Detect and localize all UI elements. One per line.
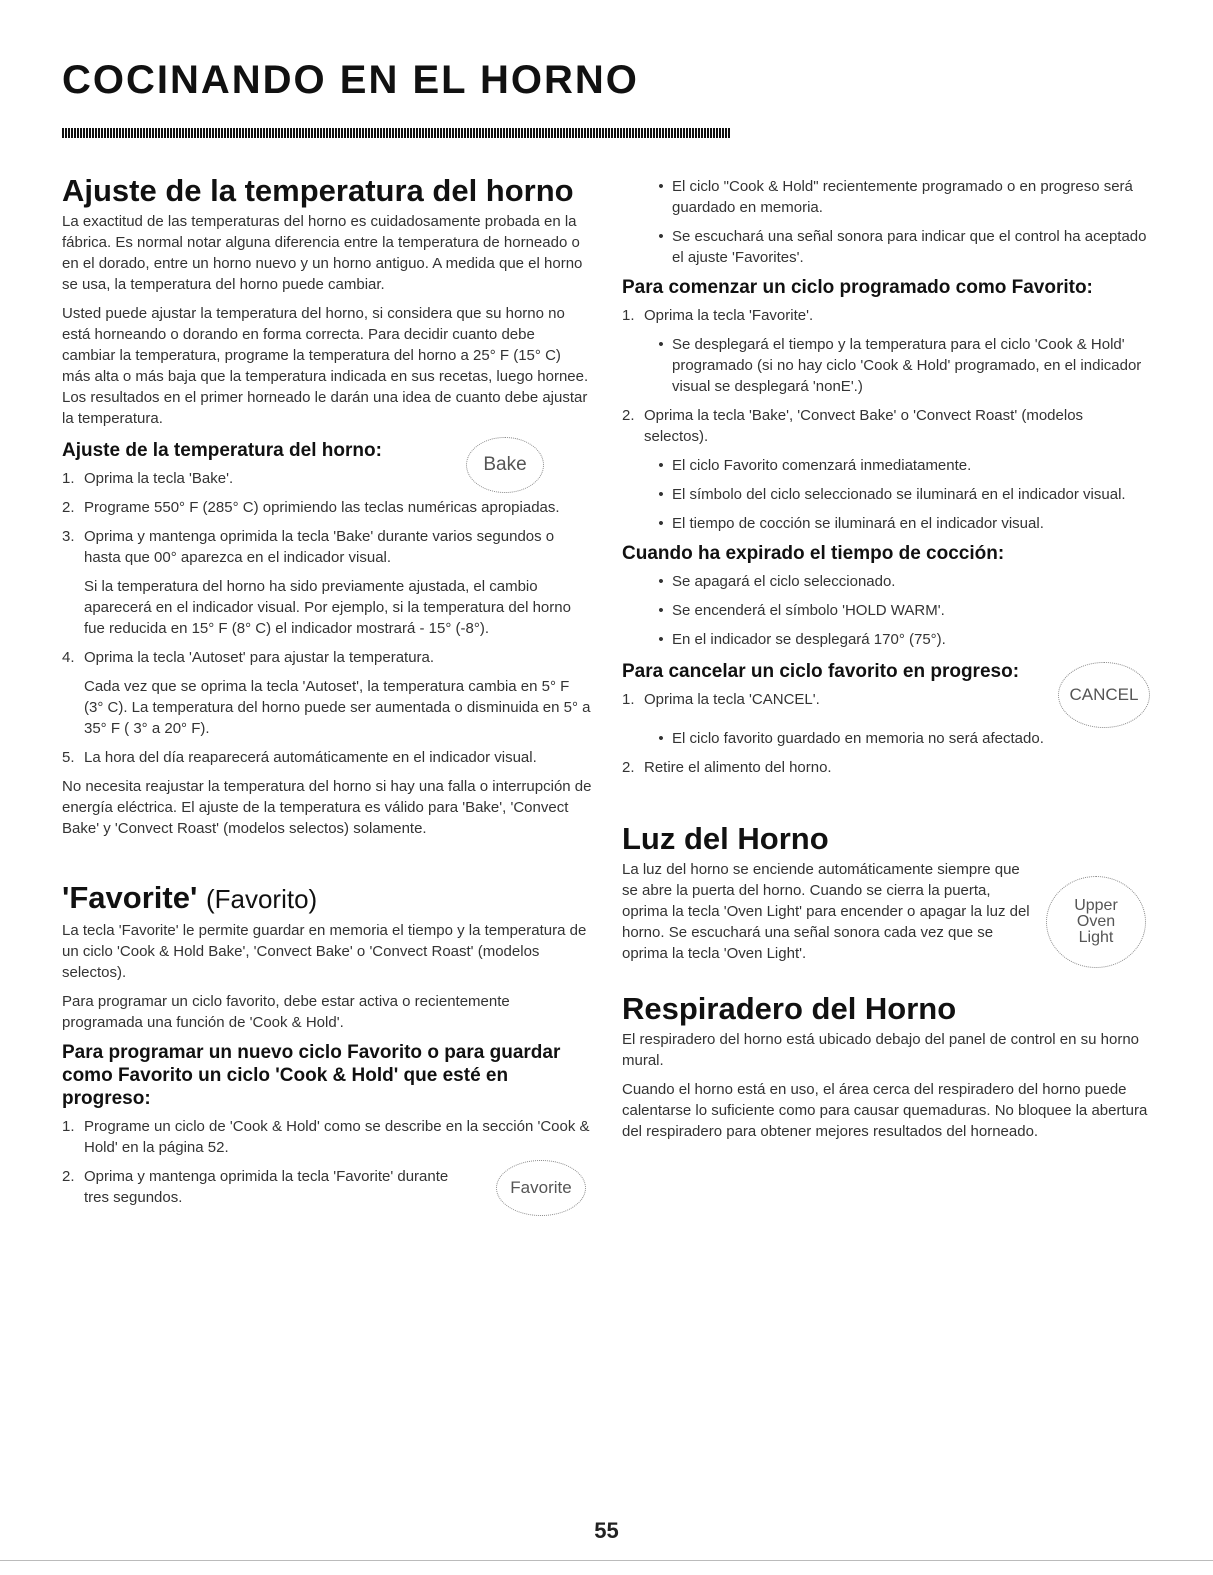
favorite-requirement: Para programar un ciclo favorito, debe estar activa o recientemente programada una función de 'Cook & Hold'.	[62, 993, 510, 1031]
step-text: Oprima la tecla 'Bake', 'Convect Bake' o 'Convect Roast' (modelos selectos).	[644, 407, 1084, 445]
adjust-step-1	[62, 468, 382, 489]
cancel-step-1	[622, 689, 1058, 710]
left-column	[62, 174, 592, 1216]
step-text: Oprima la tecla 'Bake'.	[84, 470, 234, 487]
key-line-oven: Oven	[1076, 913, 1116, 930]
bullet-text: Se encenderá el símbolo 'HOLD WARM'.	[672, 602, 945, 619]
step-number: 4.	[62, 649, 75, 666]
step-number: 1.	[622, 307, 635, 324]
cancel-favorite-subheading: Para cancelar un ciclo favorito en progreso:	[622, 661, 1020, 682]
adjust-step-3	[62, 526, 592, 568]
favorite-heading	[62, 881, 592, 916]
bullet-text: El ciclo "Cook & Hold" recientemente programado o en progreso será guardado en memoria.	[672, 178, 1133, 216]
favorite-key-icon	[496, 1160, 586, 1216]
start-step-1-bullet	[650, 334, 1150, 397]
expired-bullet	[650, 629, 1150, 650]
oven-temperature-intro: La exactitud de las temperaturas del horno es cuidadosamente probada en la fábrica. Es normal notar alguna diferencia entre la temperatura de horneado o en el dorado, entre un horno nuevo y un horno antiguo. A medida que el horno se usa, la temperatura del horno puede cambiar.	[62, 213, 583, 293]
start-step-2-bullet	[650, 513, 1150, 534]
key-line-light: Light	[1078, 929, 1114, 946]
bullet-text: El ciclo Favorito comenzará inmediatamente.	[672, 457, 972, 474]
bullet-dot: •	[658, 573, 664, 590]
favorite-program-subheading: Para programar un nuevo ciclo Favorito o para guardar como Favorito un ciclo 'Cook & Hold' que esté en progreso:	[62, 1042, 561, 1109]
step-text: Programe un ciclo de 'Cook & Hold' como se describe en la sección 'Cook & Hold' en la página 52.	[84, 1118, 590, 1156]
title-rule	[62, 128, 730, 138]
oven-light-key-icon	[1046, 876, 1146, 968]
step-number: 2.	[622, 759, 635, 776]
step-text: Oprima la tecla 'Autoset' para ajustar la temperatura.	[84, 649, 435, 666]
oven-light-heading: Luz del Horno	[622, 821, 829, 856]
start-step-2-bullet	[650, 455, 1150, 476]
step-number: 2.	[622, 407, 635, 424]
oven-light-text: La luz del horno se enciende automáticamente siempre que se abre la puerta del horno. Cuando se cierra la puerta, oprima la tecla 'Oven Light' para encender o apagar la luz del horno. Se escuchará una señal sonora cada vez que se oprima la tecla 'Oven Light'.	[622, 861, 1030, 962]
bullet-dot: •	[658, 602, 664, 619]
favorite-step-1	[62, 1116, 592, 1158]
favorite-continued	[622, 176, 1150, 778]
bullet-dot: •	[658, 336, 664, 353]
step-3-note: Si la temperatura del horno ha sido previamente ajustada, el cambio aparecerá en el indicador visual. Por ejemplo, si la temperatura del horno fue reducida en 15° F (8° C) el indicador mostrará - 15° (-8°).	[84, 578, 571, 637]
favorite-step-2	[62, 1166, 462, 1208]
key-line-upper: Upper	[1074, 897, 1118, 914]
start-step-2-bullet	[650, 484, 1150, 505]
expired-bullet	[650, 600, 1150, 621]
oven-temperature-heading: Ajuste de la temperatura del horno	[62, 173, 574, 208]
favorite-intro: La tecla 'Favorite' le permite guardar en memoria el tiempo y la temperatura de un ciclo 'Cook & Hold Bake', 'Convect Bake' o 'Convect Roast' (modelos selectos).	[62, 922, 587, 981]
step-number: 2.	[62, 499, 75, 516]
page-title: COCINANDO EN EL HORNO	[62, 58, 639, 102]
step-4-note: Cada vez que se oprima la tecla 'Autoset', la temperatura cambia en 5° F (3° C). La temperatura del horno puede ser aumentada o disminuida en 5° a 35° F ( 3° a 20° F).	[84, 678, 591, 737]
cancel-step-1-bullet	[650, 728, 1150, 749]
bake-key-icon	[466, 437, 544, 493]
start-step-2	[622, 405, 1150, 447]
adjust-step-2	[62, 497, 592, 518]
bullet-dot: •	[658, 178, 664, 195]
favorite-bullet	[650, 176, 1150, 218]
adjust-step-4	[62, 647, 592, 668]
cancel-key-icon	[1058, 662, 1150, 728]
favorite-key-label: Favorite	[510, 1178, 572, 1197]
adjust-temperature-subheading: Ajuste de la temperatura del horno:	[62, 440, 382, 461]
step-number: 3.	[62, 528, 75, 545]
bake-key-label: Bake	[483, 454, 527, 475]
step-number: 1.	[622, 691, 635, 708]
oven-light-row	[622, 859, 1150, 972]
expired-bullet	[650, 571, 1150, 592]
cancel-row	[622, 658, 1150, 728]
favorite-heading-main: 'Favorite'	[62, 880, 198, 915]
bullet-dot: •	[658, 228, 664, 245]
step-number: 5.	[62, 749, 75, 766]
start-step-1	[622, 305, 1150, 326]
bullet-dot: •	[658, 515, 664, 532]
cancel-step-2	[622, 757, 1150, 778]
oven-temperature-adjust-text: Usted puede ajustar la temperatura del horno, si considera que su horno no está horneando o dorando en forma correcta. Para decidir cuanto debe cambiar la temperatura, programe la temperatura del horno a 25° F (15° C) más alta o más baja que la temperatura indicada en sus recetas, luego hornee. Los resultados en el primer horneado le darán una idea de cuanto debe ajustar la temperatura.	[62, 305, 589, 427]
bullet-text: El ciclo favorito guardado en memoria no será afectado.	[672, 730, 1044, 747]
oven-temperature-section	[62, 174, 592, 839]
step-text: La hora del día reaparecerá automáticamente en el indicador visual.	[84, 749, 537, 766]
bullet-dot: •	[658, 631, 664, 648]
bullet-dot: •	[658, 730, 664, 747]
bottom-rule	[0, 1560, 1213, 1561]
power-failure-note: No necesita reajustar la temperatura del horno si hay una falla o interrupción de energía eléctrica. El ajuste de la temperatura es válido para 'Bake', 'Convect Bake' y 'Convect Roast' (modelos selectos) solamente.	[62, 778, 592, 837]
favorite-step-2-row	[62, 1166, 592, 1216]
start-favorite-subheading: Para comenzar un ciclo programado como Favorito:	[622, 277, 1093, 298]
step-text: Retire el alimento del horno.	[644, 759, 832, 776]
cancel-key-label: CANCEL	[1069, 685, 1139, 704]
bullet-text: Se escuchará una señal sonora para indicar que el control ha aceptado el ajuste 'Favorites'.	[672, 228, 1147, 266]
adjust-subheading-row	[62, 437, 592, 497]
step-number: 2.	[62, 1168, 75, 1185]
bullet-text: Se apagará el ciclo seleccionado.	[672, 573, 896, 590]
step-text: Oprima la tecla 'Favorite'.	[644, 307, 814, 324]
step-number: 1.	[62, 1118, 75, 1135]
bullet-text: El tiempo de cocción se iluminará en el indicador visual.	[672, 515, 1044, 532]
cook-time-expired-subheading: Cuando ha expirado el tiempo de cocción:	[622, 543, 1005, 564]
favorite-bullet	[650, 226, 1150, 268]
step-number: 1.	[62, 470, 75, 487]
bullet-text: En el indicador se desplegará 170° (75°).	[672, 631, 946, 648]
favorite-section	[62, 881, 592, 1216]
bullet-dot: •	[658, 486, 664, 503]
oven-vent-section	[622, 992, 1150, 1142]
oven-vent-warning: Cuando el horno está en uso, el área cerca del respiradero del horno puede calentarse lo suficiente como para causar quemaduras. No bloquee la abertura del respiradero para obtener mejores resultados del horneado.	[622, 1081, 1148, 1140]
bullet-text: El símbolo del ciclo seleccionado se iluminará en el indicador visual.	[672, 486, 1126, 503]
bullet-dot: •	[658, 457, 664, 474]
adjust-step-5	[62, 747, 592, 768]
bullet-text: Se desplegará el tiempo y la temperatura para el ciclo 'Cook & Hold' programado (si no hay ciclo 'Cook & Hold' programado, en el indicador visual se desplegará 'nonE'.)	[672, 336, 1142, 395]
page-number: 55	[594, 1518, 619, 1543]
oven-vent-location: El respiradero del horno está ubicado debajo del panel de control en su horno mural.	[622, 1031, 1140, 1069]
step-text: Programe 550° F (285° C) oprimiendo las teclas numéricas apropiadas.	[84, 499, 560, 516]
favorite-heading-paren: (Favorito)	[205, 884, 318, 914]
right-column	[622, 176, 1150, 1150]
step-text: Oprima la tecla 'CANCEL'.	[644, 691, 820, 708]
oven-vent-heading: Respiradero del Horno	[622, 991, 957, 1026]
step-text: Oprima y mantenga oprimida la tecla 'Favorite' durante tres segundos.	[84, 1168, 449, 1206]
step-text: Oprima y mantenga oprimida la tecla 'Bake' durante varios segundos o hasta que 00° aparezca en el indicador visual.	[84, 528, 555, 566]
oven-light-section	[622, 822, 1150, 972]
